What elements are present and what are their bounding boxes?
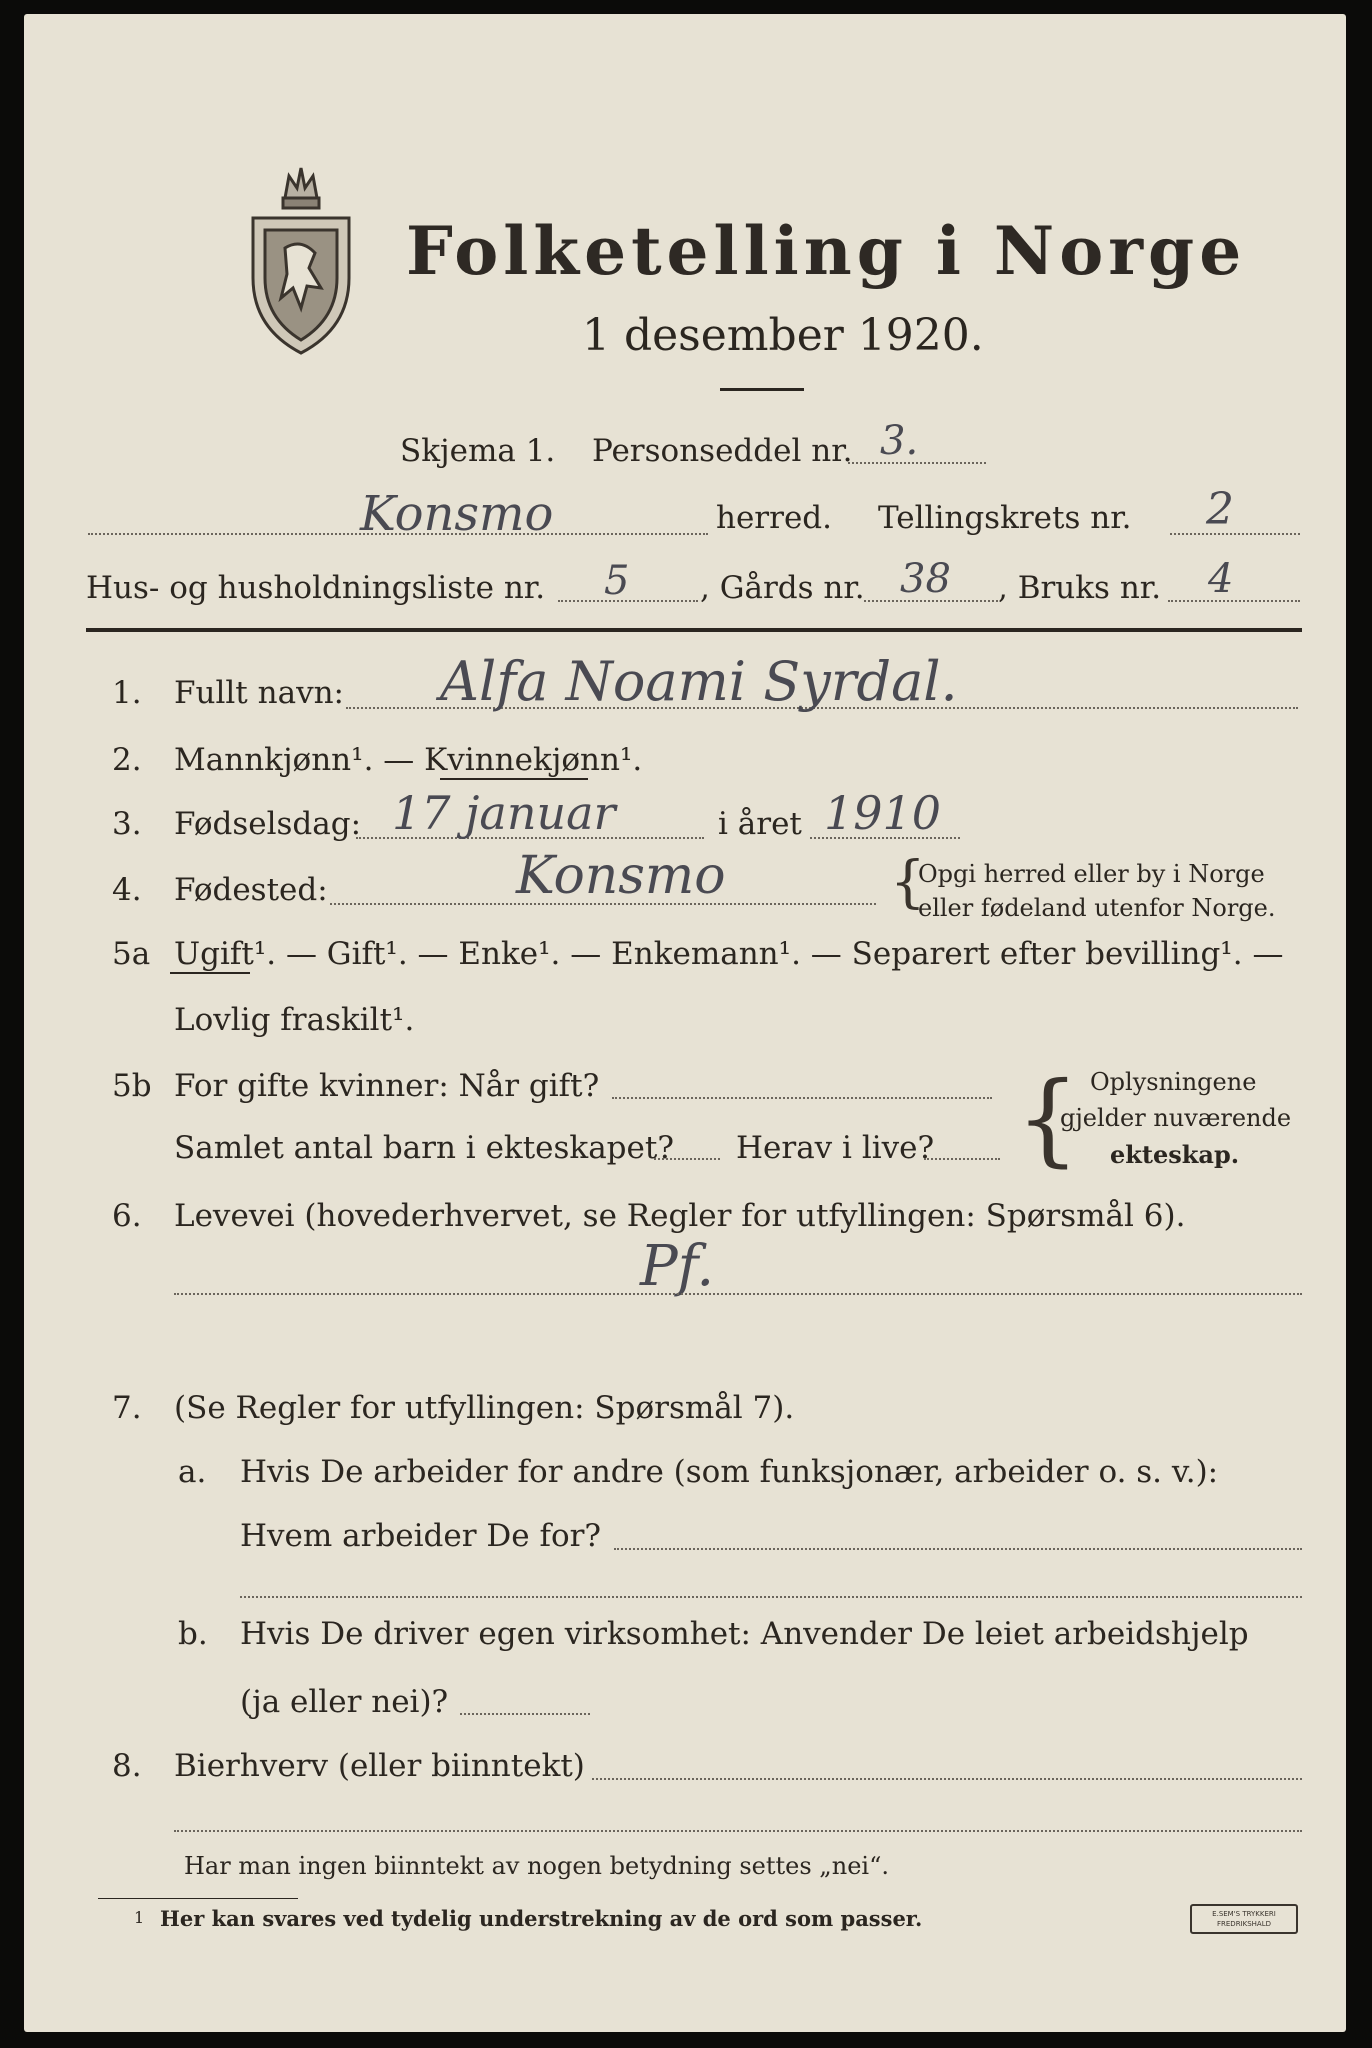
q4-note-line2: eller fødeland utenfor Norge. <box>918 894 1276 922</box>
employer-line <box>614 1548 1302 1550</box>
gender-options[interactable]: Mannkjønn¹. — Kvinnekjønn¹. <box>174 742 643 778</box>
herred-value[interactable]: Konsmo <box>360 486 554 542</box>
birthdate-value[interactable]: 17 januar <box>392 786 616 840</box>
birthyear-value[interactable]: 1910 <box>824 786 942 840</box>
hired-help-line <box>460 1713 590 1715</box>
q4-number: 4. <box>112 872 142 908</box>
tellingskrets-line <box>1170 533 1300 535</box>
married-when-line <box>612 1097 992 1099</box>
q4-note-brace: { <box>890 850 926 915</box>
hus-value[interactable]: 5 <box>604 558 630 604</box>
gender-underline <box>440 778 588 780</box>
q4-label: Fødested: <box>174 872 328 908</box>
marital-status-underline <box>170 972 250 974</box>
personseddel-value[interactable]: 3. <box>880 418 919 464</box>
footnote-text: Her kan svares ved tydelig understrekning av de ord som passer. <box>160 1906 923 1931</box>
side-income-line <box>592 1778 1302 1780</box>
title-divider <box>720 388 804 391</box>
q7a-question: Hvis De arbeider for andre (som funksjonær, arbeider o. s. v.): <box>240 1454 1219 1490</box>
header-divider <box>86 628 1302 632</box>
q5b-note-line1: Oplysningene <box>1090 1068 1257 1096</box>
q5b-note-brace: { <box>1016 1060 1080 1177</box>
q8-note: Har man ingen biinntekt av nogen betydning settes „nei“. <box>184 1852 889 1880</box>
footnote-mark: 1 <box>134 1908 145 1927</box>
q5b-number: 5b <box>112 1068 152 1104</box>
marital-status-options[interactable]: Ugift¹. — Gift¹. — Enke¹. — Enkemann¹. — Separert efter bevilling¹. — <box>174 936 1284 972</box>
side-income-line-2 <box>174 1830 1302 1832</box>
schema-label: Skjema 1. <box>400 433 556 469</box>
children-count-line <box>654 1158 720 1160</box>
q1-label: Fullt navn: <box>174 675 344 711</box>
footnote-divider <box>98 1898 298 1899</box>
q7-number: 7. <box>112 1390 142 1426</box>
q7b-letter: b. <box>178 1616 208 1652</box>
printer-stamp-text: E.SEM'S TRYKKERI FREDRIKSHALD <box>1212 1910 1276 1928</box>
full-name-value[interactable]: Alfa Noami Syrdal. <box>440 650 958 713</box>
birthplace-value[interactable]: Konsmo <box>516 846 726 906</box>
norwegian-coat-of-arms-icon <box>245 158 357 358</box>
q6-label: Levevei (hovederhvervet, se Regler for utfyllingen: Spørsmål 6). <box>174 1198 1186 1234</box>
q5b-alive-label: Herav i live? <box>736 1130 935 1166</box>
children-alive-line <box>924 1158 1000 1160</box>
q8-label: Bierhverv (eller biinntekt) <box>174 1748 585 1784</box>
bruks-label: , Bruks nr. <box>998 570 1162 606</box>
gards-label: , Gårds nr. <box>700 570 865 606</box>
printer-stamp <box>1190 1904 1298 1934</box>
q6-number: 6. <box>112 1198 142 1234</box>
q3-number: 3. <box>112 806 142 842</box>
hus-label: Hus- og husholdningsliste nr. <box>86 570 546 606</box>
q5b-children-label: Samlet antal barn i ekteskapet? <box>174 1130 674 1166</box>
tellingskrets-value[interactable]: 2 <box>1206 484 1234 535</box>
q2-number: 2. <box>112 742 142 778</box>
q8-number: 8. <box>112 1748 142 1784</box>
q1-number: 1. <box>112 675 142 711</box>
q7a-letter: a. <box>178 1454 207 1490</box>
q5b-note-line3: ekteskap. <box>1110 1140 1240 1169</box>
personseddel-label: Personseddel nr. <box>592 433 853 469</box>
q3-label: Fødselsdag: <box>174 806 362 842</box>
q5b-married-when-label: For gifte kvinner: Når gift? <box>174 1068 600 1104</box>
q7-label: (Se Regler for utfyllingen: Spørsmål 7). <box>174 1390 795 1426</box>
bruks-line <box>1168 600 1300 602</box>
gards-value[interactable]: 38 <box>900 556 951 602</box>
marital-status-line2: Lovlig fraskilt¹. <box>174 1002 415 1038</box>
herred-label: herred. <box>716 500 832 536</box>
q7b-question: Hvis De driver egen virksomhet: Anvender De leiet arbeidshjelp <box>240 1616 1249 1652</box>
occupation-line <box>174 1293 1302 1295</box>
q7b-answer-label: (ja eller nei)? <box>240 1684 449 1720</box>
employer-line-2 <box>240 1596 1302 1598</box>
tellingskrets-label: Tellingskrets nr. <box>878 500 1132 536</box>
occupation-value[interactable]: Pf. <box>640 1234 715 1299</box>
bruks-value[interactable]: 4 <box>1208 556 1234 602</box>
q4-note-line1: Opgi herred eller by i Norge <box>918 860 1265 888</box>
q5b-note-line2: gjelder nuværende <box>1060 1104 1292 1132</box>
q5a-number: 5a <box>112 936 151 972</box>
form-title: Folketelling i Norge <box>406 212 1247 290</box>
q7a-employer-label: Hvem arbeider De for? <box>240 1518 602 1554</box>
census-date: 1 desember 1920. <box>582 310 984 361</box>
q3-year-label: i året <box>718 806 802 842</box>
